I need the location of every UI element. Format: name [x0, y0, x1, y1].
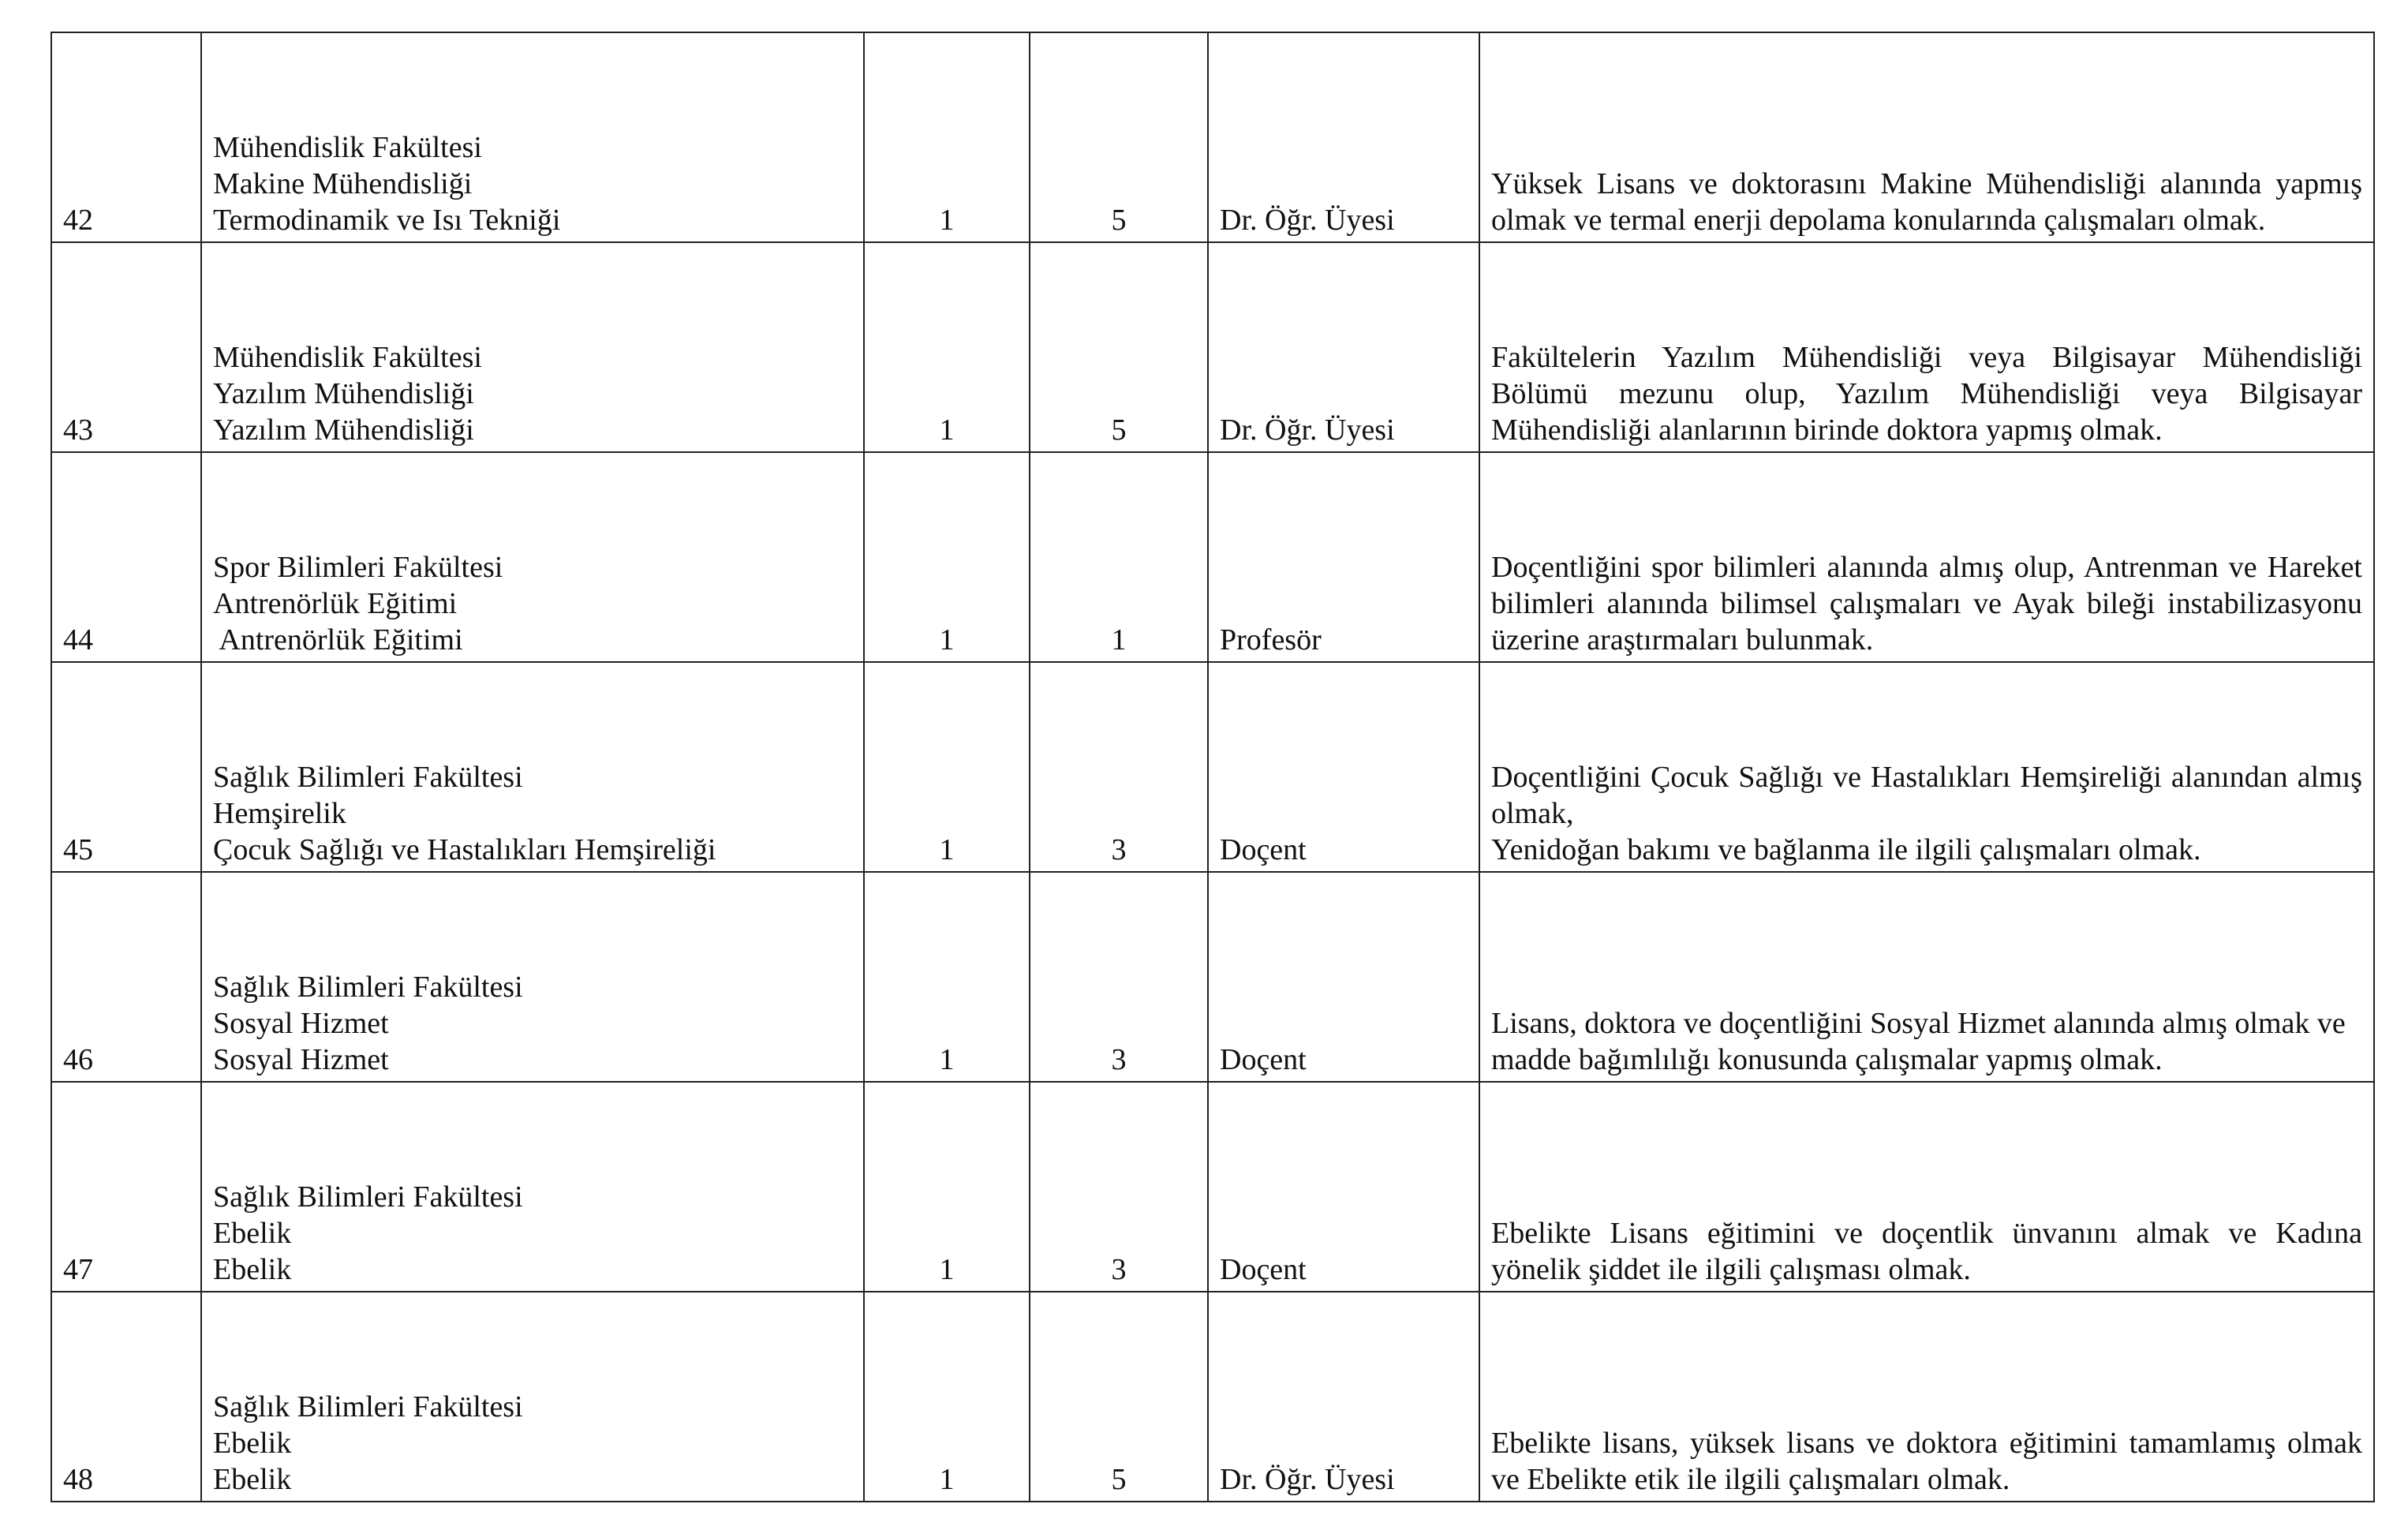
- conditions-cell: [1479, 452, 2374, 662]
- unit-cell: [201, 872, 864, 1082]
- program-name: Antrenörlük Eğitimi: [213, 623, 463, 656]
- position-count: 1: [864, 872, 1030, 1082]
- position-count: 1: [864, 32, 1030, 242]
- unit-cell: [201, 452, 864, 662]
- position-degree: 3: [1030, 872, 1208, 1082]
- department-name: Hemşirelik: [213, 797, 346, 830]
- department-name: Ebelik: [213, 1427, 292, 1460]
- table-row: [51, 662, 2374, 872]
- condition-text: Yenidoğan bakımı ve bağlanma ile ilgili çalışmaları olmak.: [1491, 833, 2201, 866]
- academic-title: Dr. Öğr. Üyesi: [1208, 242, 1479, 452]
- faculty-name: Sağlık Bilimleri Fakültesi: [213, 1390, 523, 1423]
- row-number: 42: [51, 32, 201, 242]
- position-degree: 3: [1030, 1082, 1208, 1292]
- academic-title: Profesör: [1208, 452, 1479, 662]
- program-name: Ebelik: [213, 1253, 292, 1286]
- faculty-name: Sağlık Bilimleri Fakültesi: [213, 1180, 523, 1214]
- conditions-cell: [1479, 1082, 2374, 1292]
- condition-text: Fakültelerin Yazılım Mühendisliği veya Bilgisayar Mühendisliği Bölümü mezunu olup, Yazılım Mühendisliği veya Bilgisayar Mühendisliği alanlarının birinde doktora yapmış olmak.: [1491, 341, 2362, 447]
- position-count: 1: [864, 1082, 1030, 1292]
- department-name: Ebelik: [213, 1217, 292, 1250]
- condition-text: Doçentliğini Çocuk Sağlığı ve Hastalıkları Hemşireliği alanından almış olmak,: [1491, 761, 2362, 830]
- positions-table: [50, 32, 2375, 1502]
- table-row: [51, 242, 2374, 452]
- academic-title: Dr. Öğr. Üyesi: [1208, 32, 1479, 242]
- department-name: Yazılım Mühendisliği: [213, 377, 474, 410]
- condition-text: Doçentliğini spor bilimleri alanında almış olup, Antrenman ve Hareket bilimleri alanında bilimsel çalışmaları ve Ayak bileği instabilizasyonu üzerine araştırmaları bulunmak.: [1491, 551, 2362, 656]
- faculty-name: Sağlık Bilimleri Fakültesi: [213, 761, 523, 794]
- position-degree: 1: [1030, 452, 1208, 662]
- unit-cell: [201, 662, 864, 872]
- conditions-cell: [1479, 662, 2374, 872]
- row-number: 46: [51, 872, 201, 1082]
- table-row: [51, 32, 2374, 242]
- row-number: 47: [51, 1082, 201, 1292]
- academic-title: Doçent: [1208, 872, 1479, 1082]
- position-degree: 5: [1030, 242, 1208, 452]
- department-name: Antrenörlük Eğitimi: [213, 587, 458, 620]
- program-name: Yazılım Mühendisliği: [213, 413, 474, 447]
- position-count: 1: [864, 1292, 1030, 1502]
- condition-text: Ebelikte Lisans eğitimini ve doçentlik ünvanını almak ve Kadına yönelik şiddet ile ilgili çalışması olmak.: [1491, 1217, 2362, 1286]
- program-name: Çocuk Sağlığı ve Hastalıkları Hemşireliği: [213, 833, 716, 866]
- conditions-cell: [1479, 1292, 2374, 1502]
- unit-cell: [201, 32, 864, 242]
- positions-table-body: [51, 32, 2374, 1502]
- condition-text: Lisans, doktora ve doçentliğini Sosyal Hizmet alanında almış olmak ve: [1491, 1007, 2346, 1040]
- program-name: Sosyal Hizmet: [213, 1043, 389, 1076]
- position-count: 1: [864, 452, 1030, 662]
- row-number: 44: [51, 452, 201, 662]
- department-name: Makine Mühendisliği: [213, 167, 473, 200]
- row-number: 43: [51, 242, 201, 452]
- conditions-cell: [1479, 32, 2374, 242]
- position-degree: 3: [1030, 662, 1208, 872]
- condition-text: Ebelikte lisans, yüksek lisans ve doktora eğitimini tamamlamış olmak ve Ebelikte etik ile ilgili çalışmaları olmak.: [1491, 1427, 2362, 1496]
- department-name: Sosyal Hizmet: [213, 1007, 389, 1040]
- table-row: [51, 1292, 2374, 1502]
- position-degree: 5: [1030, 1292, 1208, 1502]
- faculty-name: Mühendislik Fakültesi: [213, 131, 482, 164]
- unit-cell: [201, 242, 864, 452]
- conditions-cell: [1479, 242, 2374, 452]
- condition-text: madde bağımlılığı konusunda çalışmalar yapmış olmak.: [1491, 1043, 2163, 1076]
- table-row: [51, 872, 2374, 1082]
- position-degree: 5: [1030, 32, 1208, 242]
- conditions-cell: [1479, 872, 2374, 1082]
- table-row: [51, 452, 2374, 662]
- faculty-name: Sağlık Bilimleri Fakültesi: [213, 971, 523, 1004]
- faculty-name: Mühendislik Fakültesi: [213, 341, 482, 374]
- unit-cell: [201, 1292, 864, 1502]
- academic-title: Doçent: [1208, 1082, 1479, 1292]
- row-number: 48: [51, 1292, 201, 1502]
- faculty-name: Spor Bilimleri Fakültesi: [213, 551, 503, 584]
- condition-text: Yüksek Lisans ve doktorasını Makine Mühendisliği alanında yapmış olmak ve termal enerji depolama konularında çalışmaları olmak.: [1491, 167, 2362, 237]
- row-number: 45: [51, 662, 201, 872]
- table-row: [51, 1082, 2374, 1292]
- unit-cell: [201, 1082, 864, 1292]
- position-count: 1: [864, 662, 1030, 872]
- academic-title: Dr. Öğr. Üyesi: [1208, 1292, 1479, 1502]
- program-name: Termodinamik ve Isı Tekniği: [213, 204, 561, 237]
- position-count: 1: [864, 242, 1030, 452]
- program-name: Ebelik: [213, 1463, 292, 1496]
- academic-title: Doçent: [1208, 662, 1479, 872]
